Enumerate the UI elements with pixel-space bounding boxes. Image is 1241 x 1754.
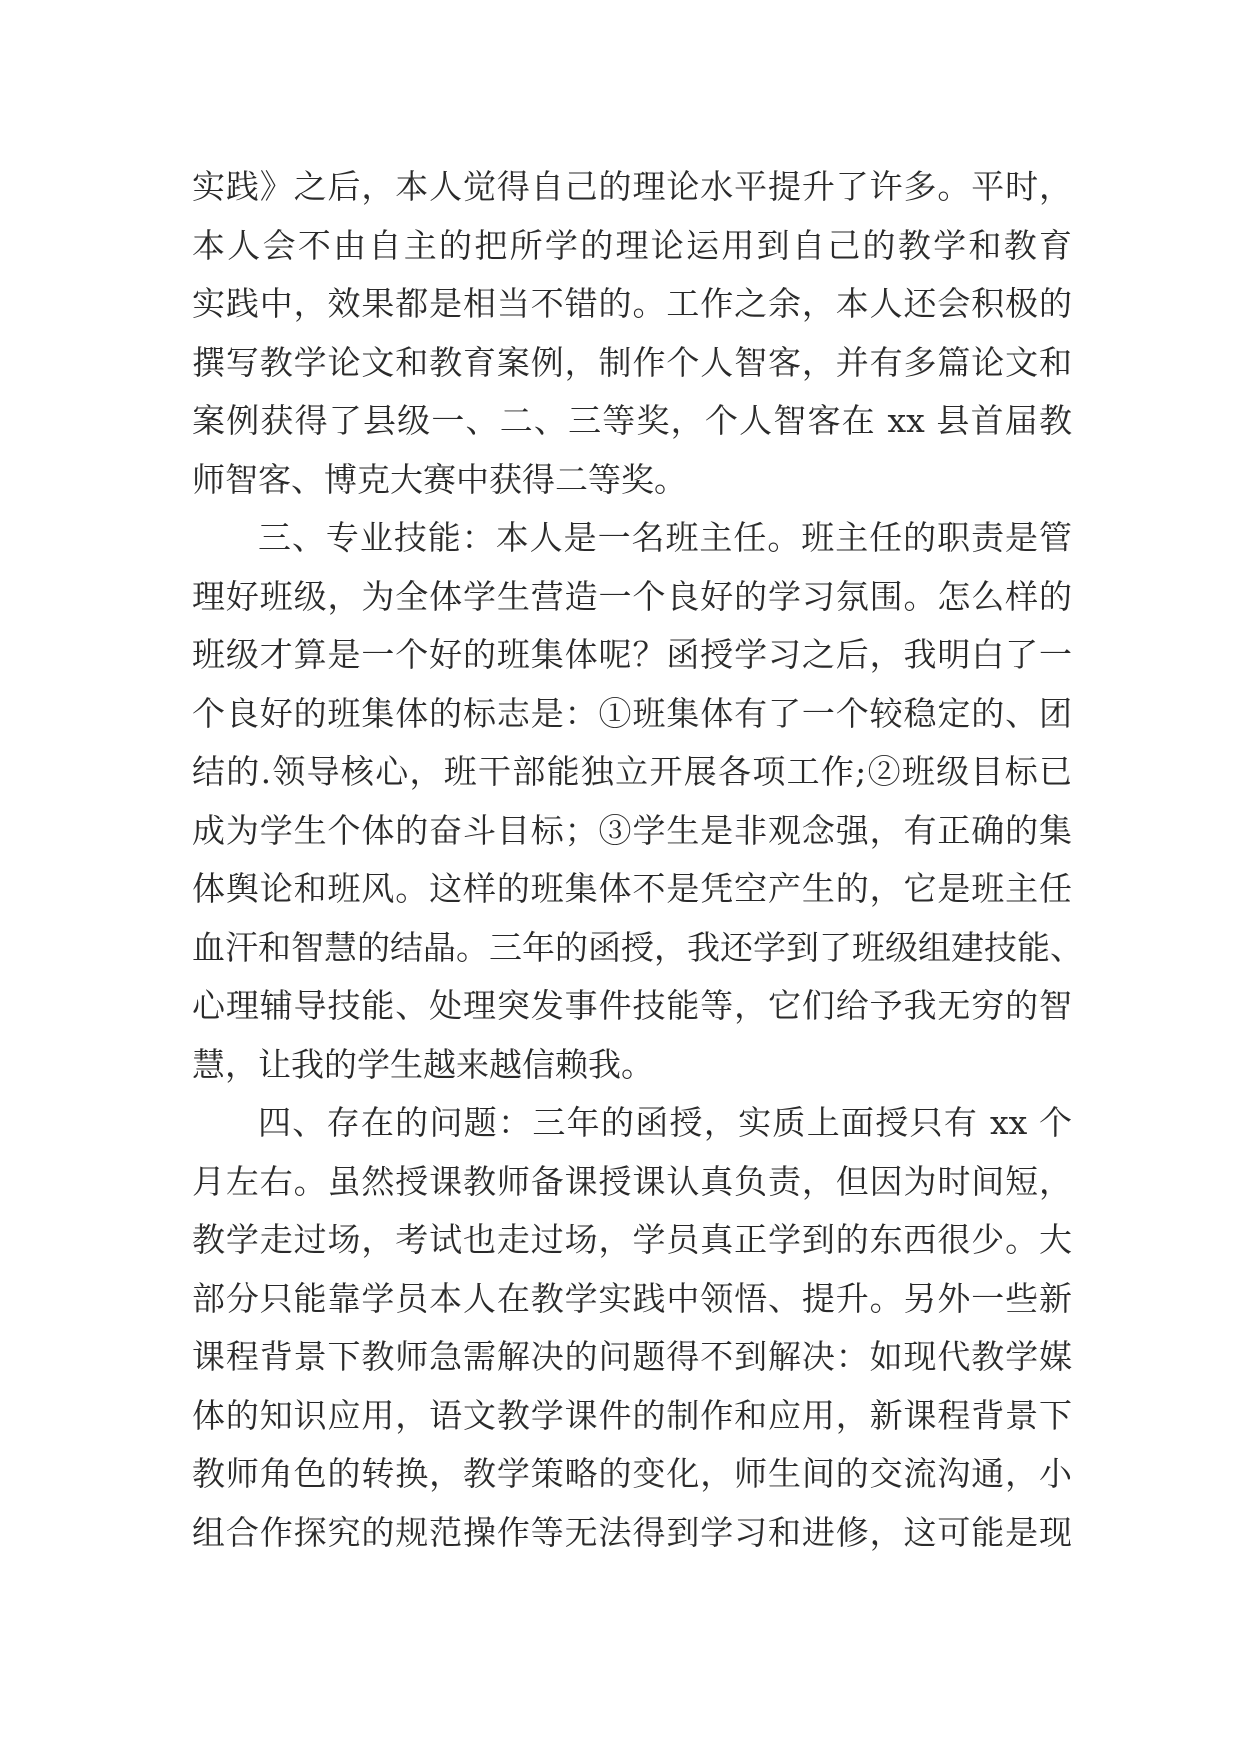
text-line: 心理辅导技能、处理突发事件技能等，它们给予我无穷的智	[192, 986, 1072, 1025]
section-heading-line: 三、专业技能：本人是一名班主任。班主任的职责是管	[258, 518, 1072, 557]
text-line: 结的.领导核心，班干部能独立开展各项工作;②班级目标已	[192, 752, 1072, 791]
text-line: 本人会不由自主的把所学的理论运用到自己的教学和教育	[192, 225, 1072, 265]
text-line: 组合作探究的规范操作等无法得到学习和进修，这可能是现	[192, 1512, 1072, 1552]
section-heading-line: 四、存在的问题：三年的函授，实质上面授只有 xx 个	[258, 1103, 1072, 1142]
text-line: 师智客、博克大赛中获得二等奖。	[192, 459, 687, 499]
text-line: 撰写教学论文和教育案例，制作个人智客，并有多篇论文和	[192, 342, 1072, 382]
text-line: 案例获得了县级一、二、三等奖，个人智客在 xx 县首届教	[192, 401, 1072, 440]
text-line: 教师角色的转换，教学策略的变化，师生间的交流沟通，小	[192, 1454, 1072, 1493]
text-line: 理好班级，为全体学生营造一个良好的学习氛围。怎么样的	[192, 576, 1072, 616]
text-line: 血汗和智慧的结晶。三年的函授，我还学到了班级组建技能、	[192, 927, 1083, 967]
text-line: 慧，让我的学生越来越信赖我。	[192, 1044, 654, 1084]
text-line: 月左右。虽然授课教师备课授课认真负责，但因为时间短，	[192, 1161, 1072, 1201]
text-line: 体的知识应用，语文教学课件的制作和应用，新课程背景下	[192, 1395, 1072, 1435]
text-line: 课程背景下教师急需解决的问题得不到解决：如现代教学媒	[192, 1337, 1072, 1376]
text-line: 实践中，效果都是相当不错的。工作之余，本人还会积极的	[192, 284, 1072, 323]
text-line: 教学走过场，考试也走过场，学员真正学到的东西很少。大	[192, 1220, 1072, 1259]
text-line: 体舆论和班风。这样的班集体不是凭空产生的，它是班主任	[192, 869, 1072, 908]
text-line: 实践》之后，本人觉得自己的理论水平提升了许多。平时，	[192, 167, 1072, 206]
text-line: 成为学生个体的奋斗目标；③学生是非观念强，有正确的集	[192, 810, 1072, 850]
text-line: 个良好的班集体的标志是：①班集体有了一个较稳定的、团	[192, 693, 1072, 733]
text-line: 班级才算是一个好的班集体呢？函授学习之后，我明白了一	[192, 635, 1072, 674]
body-text	[192, 158, 1083, 1562]
text-line: 部分只能靠学员本人在教学实践中领悟、提升。另外一些新	[192, 1278, 1072, 1318]
